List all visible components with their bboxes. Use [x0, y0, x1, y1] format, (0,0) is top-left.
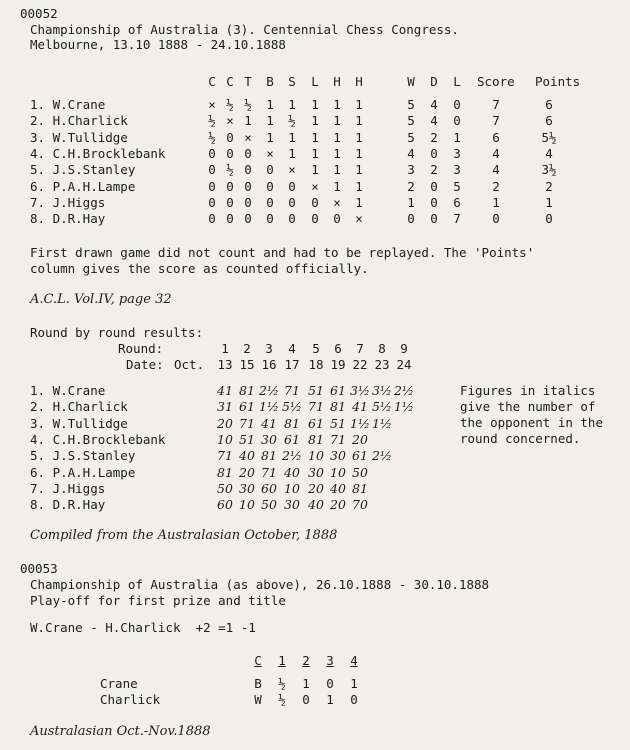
crosstable-cell: 1 [355, 178, 363, 194]
round-date: 15 [239, 357, 255, 372]
note-line-2: column gives the score as counted officially. [30, 261, 369, 276]
crosstable-cell: 0 [244, 162, 252, 178]
losses-value: 5 [453, 178, 461, 194]
playoff-result: 0 [350, 692, 358, 707]
round-result: 81 [308, 431, 324, 447]
round-result: 61 [330, 383, 346, 398]
crosstable-cell: 0 [244, 194, 252, 210]
italics-note-2: give the number of [460, 399, 596, 414]
round-result: 40 [308, 497, 324, 513]
player-name: 6. P.A.H.Lampe [30, 178, 136, 194]
crosstable-cell: 1 [355, 113, 363, 129]
round-result: 71 [330, 431, 346, 447]
crosstable-header: Points [535, 74, 581, 89]
points-value: 5½ [541, 129, 557, 145]
round-result: 60 [217, 497, 233, 513]
crosstable-cell: 1 [244, 113, 252, 129]
points-value: 0 [545, 211, 553, 227]
crosstable-header: L [311, 74, 319, 89]
round-result: 2½ [258, 383, 280, 398]
draws-value: 0 [430, 145, 438, 161]
crosstable-cell: 0 [288, 194, 296, 210]
playoff-source: Australasian Oct.-Nov.1888 [30, 724, 211, 739]
round-result: 20 [352, 431, 368, 447]
crosstable-cell: 1 [311, 145, 319, 161]
crosstable-cell: 1 [266, 129, 274, 145]
round-result: 3½ [371, 383, 393, 398]
round-result: 40 [330, 480, 346, 496]
crosstable-cell: 1 [333, 178, 341, 194]
player-name: 7. J.Higgs [30, 194, 106, 210]
points-value: 1 [545, 194, 553, 210]
crosstable-cell: ½ [226, 97, 234, 112]
score-value: 0 [492, 211, 500, 227]
round-result: 2½ [371, 448, 393, 464]
crosstable-cell: ½ [226, 162, 234, 178]
crosstable-header: Score [477, 74, 515, 89]
player-name: 4. C.H.Brocklebank [30, 145, 166, 161]
points-value: 3½ [541, 162, 557, 178]
crosstable-cell: 1 [355, 97, 363, 112]
losses-value: 1 [453, 129, 461, 145]
crosstable-cell: × [333, 194, 341, 210]
round-result: 71 [217, 448, 233, 464]
round-result: 50 [217, 480, 233, 496]
crosstable-header: B [266, 74, 274, 89]
round-date: 24 [396, 357, 412, 372]
rounds-title: Round by round results: [30, 325, 204, 340]
points-value: 4 [545, 145, 553, 161]
crosstable-cell: × [266, 145, 274, 161]
round-number: 7 [356, 341, 364, 356]
crosstable-cell: 1 [288, 97, 296, 112]
round-result: 81 [352, 480, 368, 496]
wins-value: 2 [407, 178, 415, 194]
score-value: 6 [492, 129, 500, 145]
event-place-dates: Melbourne, 13.10 1888 - 24.10.1888 [30, 37, 286, 52]
wins-value: 5 [407, 129, 415, 145]
round-date: 16 [261, 357, 277, 372]
crosstable-cell: 1 [288, 129, 296, 145]
playoff-result: 1 [302, 676, 310, 691]
wins-value: 4 [407, 145, 415, 161]
round-result: 60 [261, 480, 277, 496]
crosstable-cell: 1 [355, 194, 363, 210]
round-result: 71 [308, 399, 324, 415]
playoff-result: 1 [350, 676, 358, 691]
crosstable-header: H [333, 74, 341, 89]
compiled-source: Compiled from the Australasian October, 1888 [30, 528, 338, 543]
italics-note-3: the opponent in the [460, 415, 603, 430]
player-name: 2. H.Charlick [30, 399, 128, 415]
round-result: 30 [330, 448, 346, 464]
losses-value: 7 [453, 211, 461, 227]
playoff-title: Championship of Australia (as above), 26.10.1888 - 30.10.1888 [30, 577, 490, 592]
round-result: 31 [217, 399, 233, 415]
event-title: Championship of Australia (3). Centennial Chess Congress. [30, 22, 459, 37]
losses-value: 0 [453, 97, 461, 112]
score-value: 4 [492, 162, 500, 178]
crosstable-cell: 1 [333, 97, 341, 112]
round-result: 81 [284, 415, 300, 431]
draws-value: 4 [430, 97, 438, 112]
playoff-color: B [254, 676, 262, 691]
round-result: 2½ [281, 448, 303, 464]
round-date: 18 [308, 357, 324, 372]
round-result: 40 [239, 448, 255, 464]
source-reference: A.C.L. Vol.IV, page 32 [30, 292, 172, 307]
score-value: 7 [492, 113, 500, 129]
round-result: 81 [239, 383, 255, 398]
losses-value: 3 [453, 162, 461, 178]
round-result: 10 [217, 431, 233, 447]
draws-value: 0 [430, 194, 438, 210]
round-number: 6 [334, 341, 342, 356]
round-result: 10 [239, 497, 255, 513]
round-number: 3 [265, 341, 273, 356]
round-result: 1½ [258, 399, 280, 415]
round-result: 5½ [371, 399, 393, 415]
round-number: 4 [288, 341, 296, 356]
round-result: 30 [308, 464, 324, 480]
round-number: 8 [378, 341, 386, 356]
losses-value: 3 [453, 145, 461, 161]
crosstable-cell: 1 [333, 162, 341, 178]
player-name: 7. J.Higgs [30, 480, 106, 496]
round-result: 41 [217, 383, 233, 398]
crosstable-cell: 0 [226, 194, 234, 210]
round-result: 70 [352, 497, 368, 513]
crosstable-header: D [430, 74, 438, 89]
crosstable-cell: ½ [244, 97, 252, 112]
crosstable-cell: 0 [311, 194, 319, 210]
round-date: 17 [284, 357, 300, 372]
crosstable-cell: × [226, 113, 234, 129]
wins-value: 1 [407, 194, 415, 210]
playoff-color: W [254, 692, 262, 707]
round-date: 23 [374, 357, 390, 372]
crosstable-cell: × [288, 162, 296, 178]
playoff-header: 1 [278, 653, 286, 668]
round-number: 5 [312, 341, 320, 356]
round-result: 61 [284, 431, 300, 447]
playoff-subtitle: Play-off for first prize and title [30, 593, 286, 608]
date-month: Oct. [174, 357, 205, 372]
player-name: 5. J.S.Stanley [30, 448, 136, 464]
round-result: 61 [308, 415, 324, 431]
crosstable-cell: 1 [333, 113, 341, 129]
round-result: 40 [284, 464, 300, 480]
round-result: 51 [308, 383, 324, 398]
round-result: 1½ [371, 415, 393, 431]
round-result: 20 [217, 415, 233, 431]
round-result: 51 [239, 431, 255, 447]
round-number: 1 [221, 341, 229, 356]
crosstable-cell: 0 [311, 211, 319, 227]
crosstable-header: S [288, 74, 296, 89]
points-value: 6 [545, 113, 553, 129]
round-result: 1½ [393, 399, 415, 415]
crosstable-cell: 0 [208, 162, 216, 178]
crosstable-cell: 1 [355, 145, 363, 161]
crosstable-header: H [355, 74, 363, 89]
player-name: 2. H.Charlick [30, 113, 128, 129]
game-number: 00052 [20, 6, 58, 21]
score-value: 7 [492, 97, 500, 112]
draws-value: 0 [430, 211, 438, 227]
player-name: 5. J.S.Stanley [30, 162, 136, 178]
crosstable-cell: 0 [226, 145, 234, 161]
draws-value: 4 [430, 113, 438, 129]
crosstable-cell: 1 [288, 145, 296, 161]
round-result: 41 [352, 399, 368, 415]
round-date: 13 [217, 357, 233, 372]
crosstable-cell: 1 [355, 129, 363, 145]
round-result: 20 [239, 464, 255, 480]
crosstable-cell: 1 [311, 97, 319, 112]
crosstable-cell: 0 [244, 178, 252, 194]
playoff-result: 0 [326, 676, 334, 691]
player-name: 8. D.R.Hay [30, 211, 106, 227]
round-result: 50 [352, 464, 368, 480]
playoff-result: 0 [302, 692, 310, 707]
score-value: 4 [492, 145, 500, 161]
crosstable-cell: 1 [311, 129, 319, 145]
crosstable-header: C [208, 74, 216, 89]
date-label: Date: [126, 357, 164, 372]
crosstable-cell: × [244, 129, 252, 145]
round-result: 71 [261, 464, 277, 480]
round-result: 3½ [349, 383, 371, 398]
round-label: Round: [118, 341, 164, 356]
playoff-result: ½ [278, 676, 286, 691]
round-number: 9 [400, 341, 408, 356]
wins-value: 5 [407, 97, 415, 112]
italics-note-1: Figures in italics [460, 383, 596, 398]
crosstable-cell: 0 [244, 145, 252, 161]
crosstable-cell: 1 [333, 145, 341, 161]
losses-value: 6 [453, 194, 461, 210]
crosstable-cell: 1 [266, 113, 274, 129]
wins-value: 5 [407, 113, 415, 129]
crosstable-cell: 0 [208, 194, 216, 210]
playoff-header: 4 [350, 653, 358, 668]
draws-value: 2 [430, 162, 438, 178]
round-result: 5½ [281, 399, 303, 415]
crosstable-cell: 1 [333, 129, 341, 145]
playoff-header: C [254, 653, 262, 668]
playoff-player: Crane [100, 676, 138, 691]
round-result: 20 [330, 497, 346, 513]
crosstable-cell: 1 [311, 113, 319, 129]
round-result: 81 [261, 448, 277, 464]
player-name: 6. P.A.H.Lampe [30, 464, 136, 480]
round-result: 71 [284, 383, 300, 398]
crosstable-cell: 1 [266, 97, 274, 112]
crosstable-cell: 0 [333, 211, 341, 227]
round-result: 50 [261, 497, 277, 513]
player-name: 3. W.Tullidge [30, 129, 128, 145]
note-line-1: First drawn game did not count and had to be replayed. The 'Points' [30, 245, 535, 260]
crosstable-cell: 1 [311, 162, 319, 178]
draws-value: 2 [430, 129, 438, 145]
round-result: 20 [308, 480, 324, 496]
crosstable-cell: 0 [208, 178, 216, 194]
round-result: 81 [217, 464, 233, 480]
round-result: 10 [308, 448, 324, 464]
round-date: 19 [330, 357, 346, 372]
round-result: 2½ [393, 383, 415, 398]
crosstable-cell: ½ [288, 113, 296, 129]
draws-value: 0 [430, 178, 438, 194]
round-result: 41 [261, 415, 277, 431]
player-name: 3. W.Tullidge [30, 415, 128, 431]
round-date: 22 [352, 357, 368, 372]
playoff-header: 2 [302, 653, 310, 668]
crosstable-header: T [244, 74, 252, 89]
points-value: 2 [545, 178, 553, 194]
crosstable-cell: 1 [355, 162, 363, 178]
round-result: 30 [261, 431, 277, 447]
game-number-2: 00053 [20, 561, 58, 576]
crosstable-cell: × [208, 97, 216, 112]
wins-value: 0 [407, 211, 415, 227]
playoff-result: ½ [278, 692, 286, 707]
score-value: 1 [492, 194, 500, 210]
crosstable-cell: × [311, 178, 319, 194]
wins-value: 3 [407, 162, 415, 178]
crosstable-cell: × [355, 211, 363, 227]
crosstable-cell: 0 [266, 162, 274, 178]
crosstable-cell: 0 [288, 178, 296, 194]
score-value: 2 [492, 178, 500, 194]
crosstable-cell: 0 [266, 178, 274, 194]
round-result: 30 [284, 497, 300, 513]
playoff-result: 1 [326, 692, 334, 707]
playoff-player: Charlick [100, 692, 161, 707]
crosstable-cell: 0 [244, 211, 252, 227]
crosstable-header: W [407, 74, 415, 89]
points-value: 6 [545, 97, 553, 112]
round-number: 2 [243, 341, 251, 356]
playoff-header: 3 [326, 653, 334, 668]
crosstable-cell: ½ [208, 129, 216, 145]
round-result: 30 [239, 480, 255, 496]
crosstable-cell: 0 [288, 211, 296, 227]
crosstable-cell: 0 [226, 129, 234, 145]
crosstable-cell: ½ [208, 113, 216, 129]
round-result: 51 [330, 415, 346, 431]
player-name: 1. W.Crane [30, 383, 106, 398]
italics-note-4: round concerned. [460, 431, 581, 446]
crosstable-cell: 0 [208, 211, 216, 227]
round-result: 10 [330, 464, 346, 480]
round-result: 71 [239, 415, 255, 431]
match-score-line: W.Crane - H.Charlick +2 =1 -1 [30, 620, 256, 635]
round-result: 61 [239, 399, 255, 415]
round-result: 61 [352, 448, 368, 464]
player-name: 8. D.R.Hay [30, 497, 106, 513]
crosstable-header: C [226, 74, 234, 89]
round-result: 81 [330, 399, 346, 415]
round-result: 10 [284, 480, 300, 496]
crosstable-cell: 0 [266, 211, 274, 227]
crosstable-cell: 0 [266, 194, 274, 210]
crosstable-cell: 0 [208, 145, 216, 161]
crosstable-cell: 0 [226, 178, 234, 194]
player-name: 4. C.H.Brocklebank [30, 431, 166, 447]
crosstable-header: L [453, 74, 461, 89]
losses-value: 0 [453, 113, 461, 129]
crosstable-cell: 0 [226, 211, 234, 227]
round-result: 1½ [349, 415, 371, 431]
player-name: 1. W.Crane [30, 97, 106, 112]
